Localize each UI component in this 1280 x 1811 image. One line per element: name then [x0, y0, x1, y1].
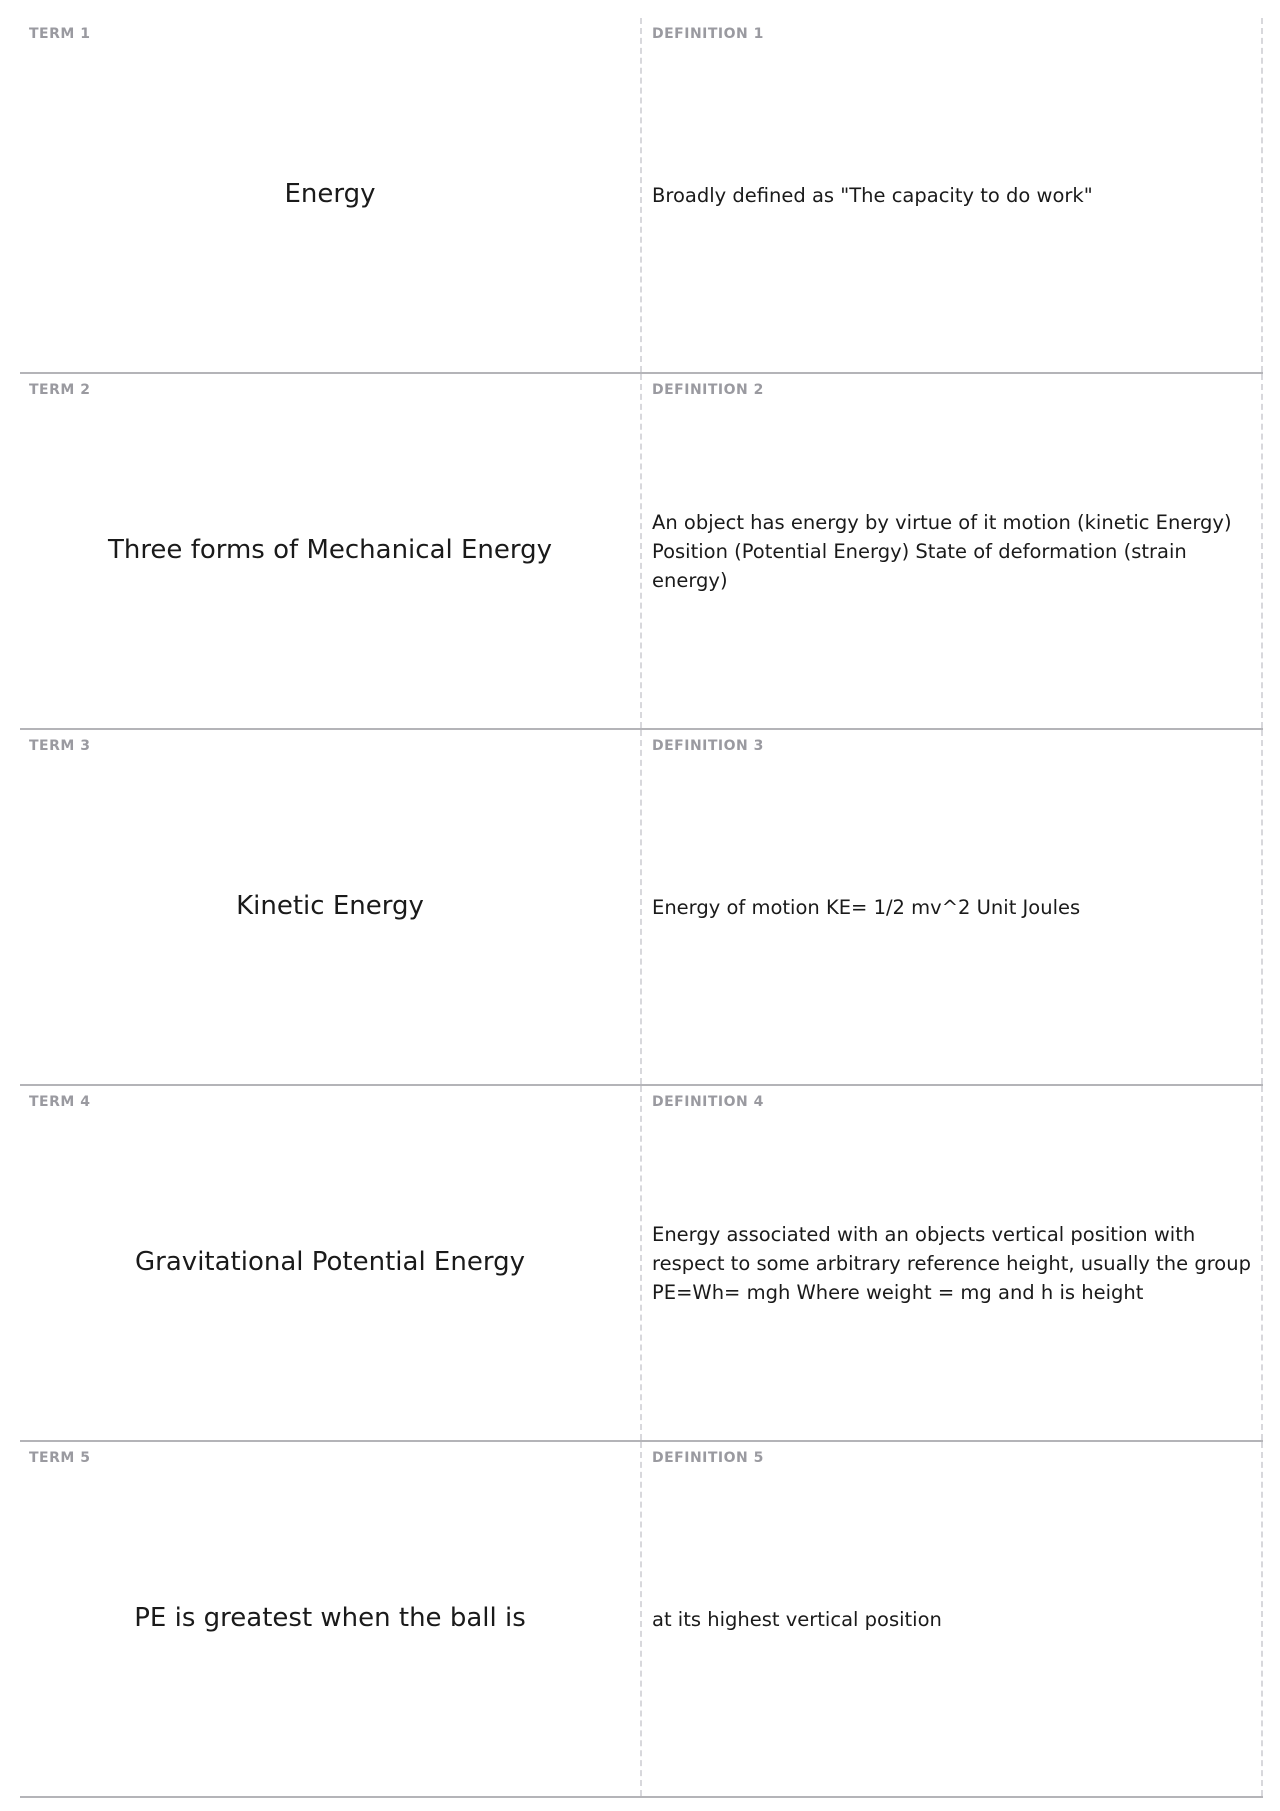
term-cell [20, 730, 642, 1084]
definition-number-label: DEFINITION 5 [652, 1450, 764, 1466]
term-number-label: TERM 1 [29, 26, 91, 42]
definition-number-label: DEFINITION 2 [652, 382, 764, 398]
flashcard-row [20, 1086, 1263, 1442]
term-text: Energy [284, 179, 376, 210]
definition-text: at its highest vertical position [652, 1607, 942, 1631]
term-number-label: TERM 4 [29, 1094, 91, 1110]
term-number-label: TERM 2 [29, 382, 91, 398]
term-cell [20, 1086, 642, 1440]
term-number-label: TERM 3 [29, 738, 91, 754]
definition-cell [642, 374, 1263, 728]
definition-text: Energy of motion KE= 1/2 mv^2 Unit Joules [652, 895, 1081, 919]
definition-cell [642, 18, 1263, 372]
term-text: Gravitational Potential Energy [135, 1247, 525, 1278]
flashcard-row [20, 374, 1263, 730]
definition-cell [642, 1442, 1263, 1796]
flashcard-row [20, 1442, 1263, 1798]
definition-number-label: DEFINITION 1 [652, 26, 764, 42]
definition-number-label: DEFINITION 3 [652, 738, 764, 754]
definition-text: An object has energy by virtue of it motion (kinetic Energy) Position (Potential Energy) State of deformation (strain energy) [652, 510, 1232, 592]
term-text: PE is greatest when the ball is [134, 1603, 526, 1634]
flashcard-row [20, 730, 1263, 1086]
flashcard-sheet [20, 18, 1263, 1799]
definition-number-label: DEFINITION 4 [652, 1094, 764, 1110]
definition-text: Energy associated with an objects vertical position with respect to some arbitrary reference height, usually the group PE=Wh= mgh Where weight = mg and h is height [652, 1222, 1251, 1304]
term-text: Kinetic Energy [236, 891, 424, 922]
term-cell [20, 1442, 642, 1796]
term-text: Three forms of Mechanical Energy [107, 535, 553, 566]
term-number-label: TERM 5 [29, 1450, 91, 1466]
definition-cell [642, 730, 1263, 1084]
definition-cell [642, 1086, 1263, 1440]
flashcard-row [20, 18, 1263, 374]
term-cell [20, 18, 642, 372]
definition-text: Broadly defined as "The capacity to do work" [652, 183, 1093, 207]
term-cell [20, 374, 642, 728]
